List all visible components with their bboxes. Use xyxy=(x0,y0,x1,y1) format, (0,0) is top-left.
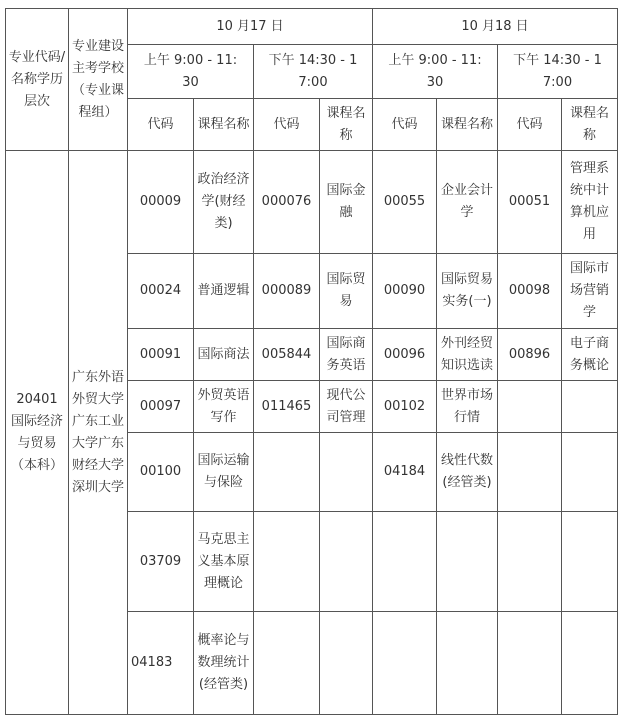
course-code xyxy=(373,612,436,714)
header-day2-am: 上午 9:00 - 11:30 xyxy=(388,52,482,90)
course-name xyxy=(320,512,372,611)
course-code: 00096 xyxy=(383,346,426,362)
school-cell: 广东外语外贸大学广东工业大学广东财经大学深圳大学 xyxy=(71,369,124,495)
course-code: 00091 xyxy=(139,346,182,362)
course-name: 政治经济学(财经类) xyxy=(197,172,250,231)
course-name: 线性代数(经管类) xyxy=(440,453,493,490)
course-code: 00102 xyxy=(383,398,426,414)
header-course: 课程名称 xyxy=(569,105,609,143)
course-name: 概率论与数理统计(经管类) xyxy=(197,633,250,692)
header-code: 代码 xyxy=(147,116,174,132)
header-school: 专业建设主考学校（专业课程组） xyxy=(71,38,124,120)
course-code: 00090 xyxy=(383,283,426,298)
table-border-right xyxy=(617,8,618,715)
course-name: 国际商法 xyxy=(197,346,250,362)
course-name: 马克思主义基本原理概论 xyxy=(197,531,250,591)
course-name: 外刊经贸知识选读 xyxy=(440,335,493,373)
course-name xyxy=(437,512,497,611)
course-code: 000089 xyxy=(261,283,312,298)
course-name xyxy=(562,433,617,511)
header-day1: 10 月17 日 xyxy=(216,18,284,34)
course-name: 现代公司管理 xyxy=(326,387,366,425)
course-name: 世界市场行情 xyxy=(440,387,493,425)
course-code xyxy=(254,612,319,714)
course-code xyxy=(498,512,561,611)
course-name: 普通逻辑 xyxy=(197,283,250,298)
course-name: 管理系统中计算机应用 xyxy=(569,161,609,242)
course-code: 00051 xyxy=(508,194,551,209)
course-code xyxy=(254,512,319,611)
course-code: 011465 xyxy=(261,398,312,414)
course-code: 00055 xyxy=(383,194,426,209)
course-code: 00097 xyxy=(139,398,182,414)
course-code: 005844 xyxy=(261,346,312,362)
course-name xyxy=(562,512,617,611)
course-code: 00100 xyxy=(139,464,182,479)
header-day1-pm: 下午 14:30 - 17:00 xyxy=(268,52,358,90)
course-name: 企业会计学 xyxy=(440,183,493,220)
course-name xyxy=(320,433,372,511)
course-name: 国际运输与保险 xyxy=(197,453,250,490)
course-code: 000076 xyxy=(261,194,312,209)
course-name xyxy=(437,612,497,714)
header-major: 专业代码/名称学历层次 xyxy=(8,49,66,109)
header-day2-pm: 下午 14:30 - 17:00 xyxy=(513,52,602,90)
header-course: 课程名称 xyxy=(197,116,250,132)
course-name: 国际贸易 xyxy=(326,272,366,309)
course-code: 04183 xyxy=(131,655,173,670)
course-code: 04184 xyxy=(383,464,426,479)
course-code: 00896 xyxy=(508,346,551,362)
course-code xyxy=(254,433,319,511)
header-code: 代码 xyxy=(391,116,418,132)
course-code xyxy=(498,433,561,511)
course-code xyxy=(373,512,436,611)
course-code: 03709 xyxy=(139,553,182,569)
course-name: 电子商务概论 xyxy=(569,335,609,373)
course-name: 国际商务英语 xyxy=(326,335,366,373)
course-name: 国际市场营销学 xyxy=(569,261,609,320)
header-course: 课程名称 xyxy=(326,105,366,143)
course-code xyxy=(498,612,561,714)
course-name xyxy=(320,612,372,714)
header-code: 代码 xyxy=(516,116,543,132)
header-course: 课程名称 xyxy=(440,116,493,132)
major-cell: 20401 国际经济与贸易（本科） xyxy=(10,391,63,473)
course-code: 00098 xyxy=(508,283,551,298)
course-code xyxy=(498,381,561,432)
header-code: 代码 xyxy=(273,116,300,132)
header-day1-am: 上午 9:00 - 11:30 xyxy=(143,52,238,90)
course-code: 00009 xyxy=(139,194,182,209)
header-day2: 10 月18 日 xyxy=(461,18,529,34)
course-name xyxy=(562,612,617,714)
course-name: 外贸英语写作 xyxy=(197,387,250,425)
course-name: 国际贸易实务(一) xyxy=(440,272,493,309)
course-name xyxy=(562,381,617,432)
course-code: 00024 xyxy=(139,283,182,298)
table-border-bottom xyxy=(5,714,618,715)
course-name: 国际金融 xyxy=(326,183,366,220)
